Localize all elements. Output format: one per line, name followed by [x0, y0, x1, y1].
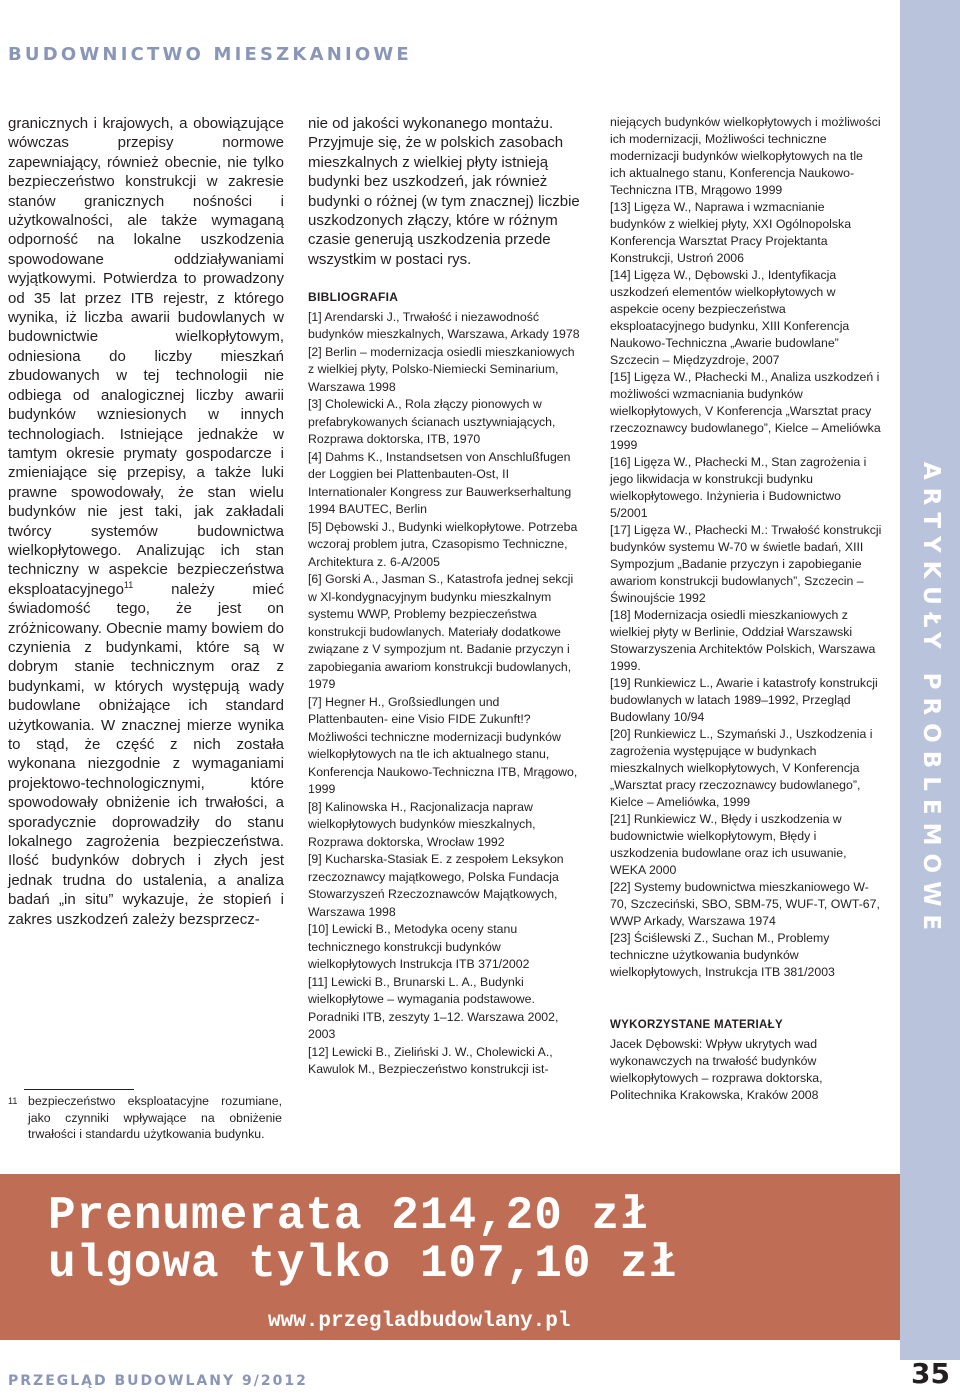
bibliography-item: [16] Ligęza W., Płachecki M., Stan zagrożenia i jego likwidacja w konstrukcji budynku wielkopłytowego. Inżynieria i Budownictwo 5/2001 [610, 455, 867, 520]
bibliography-item: [8] Kalinowska H., Racjonalizacja napraw wielkopłytowych budynków mieszkalnych, Rozprawa doktorska, Wrocław 1992 [308, 799, 536, 849]
bibliography-item: [23] Ściślewski Z., Suchan M., Problemy techniczne użytkowania budynków wielkopłytowych, Instrukcja ITB 381/2003 [610, 931, 835, 979]
article-column-1 [8, 114, 284, 929]
footnote-divider [24, 1089, 134, 1090]
bibliography-item: [3] Cholewicki A., Rola złączy pionowych w prefabrykowanych ścianach usztywniających, Rozprawa doktorska, ITB, 1970 [308, 397, 556, 447]
bibliography-item: [17] Ligęza W., Płachecki M.: Trwałość konstrukcji budynków systemu W-70 w świetle badań, XIII Sympozjum „Badanie przyczyn i zapobieganie awariom konstrukcji budowlanych”, Szczecin – Świnoujście 1992 [610, 523, 882, 605]
bibliography-item: [13] Ligęza W., Naprawa i wzmacnianie budynków z wielkiej płyty, XXI Ogólnopolska Konferencja Warsztat Pracy Projektanta Konstrukcji, Ustroń 2006 [610, 200, 852, 265]
subscription-price-line: Prenumerata 214,20 zł [48, 1190, 649, 1242]
article-column-2 [308, 114, 580, 1079]
footnote-number: 11 [8, 1096, 18, 1106]
footnote-text: bezpieczeństwo eksploatacyjne rozumiane, jako czynniki wpływające na obniżenie trwałości i standardu użytkowania budynku. [28, 1094, 282, 1141]
materials-section [610, 1017, 882, 1104]
side-band-label: ARTYKUŁY PROBLEMOWE [918, 461, 944, 939]
subscription-banner[interactable] [0, 1174, 900, 1340]
article-text-2: nie od jakości wykonanego montażu. Przyjmuje się, że w polskich zasobach mieszkalnych z wielkiej płyty istnieją budynki bez uszkodzeń, jak również budynki o różnej (w tym znacznej) liczbie uszkodzonych złączy, które w różnym czasie generują uszkodzenia przede wszystkim w postaci rys. [308, 115, 580, 268]
bibliography-item: [1] Arendarski J., Trwałość i niezawodność budynków mieszkalnych, Warszawa, Arkady 1978 [308, 309, 580, 342]
bibliography [308, 289, 580, 1079]
bibliography-item: [19] Runkiewicz L., Awarie i katastrofy konstrukcji budowlanych w latach 1989–1992, Przegląd Budowlany 10/94 [610, 676, 878, 724]
subscription-url-link[interactable]: www.przegladbudowlany.pl [268, 1310, 571, 1333]
materials-title: WYKORZYSTANE MATERIAŁY [610, 1019, 783, 1031]
section-header: BUDOWNICTWO MIESZKANIOWE [8, 44, 412, 65]
article-text-1 [8, 114, 284, 929]
page-number: 35 [911, 1357, 950, 1390]
article-column-3 [610, 114, 882, 1104]
bibliography-item: [11] Lewicki B., Brunarski L. A., Budynki wielkopłytowe – wymagania podstawowe. Poradniki ITB, zeszyty 1–12. Warszawa 2002, 2003 [308, 974, 559, 1042]
bibliography-item: [20] Runkiewicz L., Szymański J., Uszkodzenia i zagrożenia występujące w budynkach mieszkalnych wielkopłytowych, V Konferencja „Warsztat pracy rzeczoznawcy budowlanego”, Kielce – Ameliówka, 1999 [610, 727, 873, 809]
bibliography-item: [9] Kucharska-Stasiak E. z zespołem Leksykon rzeczoznawcy majątkowego, Polska Fundacja Stowarzyszeń Rzeczoznawców Majątkowych, Warszawa 1998 [308, 852, 564, 919]
article-text-1b: należy mieć świadomość tego, że jest on zróżnicowany. Obecnie mamy bowiem do czynienia z budynkami, które są w dobrym stanie technicznym oraz z budynkami, w których występują wady budowlane obniżające ich standard użytkowania. W znacznej mierze wynika to stąd, że część z nich została wykonana niezgodnie z wymaganiami projektowo-technologicznymi, które spowodowały obniżenie ich trwałości, a sporadycznie doprowadziły do stanu lokalnego zagrożenia bezpieczeństwa. Ilość budynków dobrych i złych jest jednak trudna do ustalenia, a analiza badań „in situ” wykazuje, że stopień i zakres uszkodzeń zależy bezsprzecz- [8, 580, 284, 928]
article-text-1a: granicznych i krajowych, a obowiązujące wówczas przepisy normowe zapewniający, również obecnie, nie tylko bezpieczeństwo konstrukcji w zakresie stanów granicznych nośności i użytkowalności, ale także wymaganą odporność na lokalne uszkodzenia spowodowane oddziaływaniami wyjątkowymi. Potwierdza to prowadzony od 35 lat przez ITB rejestr, z którego wynika, iż liczba awarii budowlanych w budownictwie wielkopłytowym, odniesiona do liczby mieszkań zbudowanych w tej technologii nie odbiega od analogicznej liczby awarii budynków wzniesionych w innych technologiach. Istniejące jednakże w tamtym okresie prymaty gospodarcze i zmieniające się przepisy, a także luki prawne spowodowały, że stan wielu budynków nie jest taki, jak zakładali twórcy systemów budownictwa wielkopłytowego. Analizując ich stan techniczny w aspekcie bezpieczeństwa eksploatacyjnego [8, 115, 284, 598]
footnote [8, 1093, 282, 1143]
bibliography-title: BIBLIOGRAFIA [308, 290, 399, 305]
journal-footer: PRZEGLĄD BUDOWLANY 9/2012 [8, 1373, 308, 1389]
bibliography-item: [14] Ligęza W., Dębowski J., Identyfikacja uszkodzeń elementów wielkopłytowych w aspekcie oceny bezpieczeństwa eksploatacyjnego budynku, XIII Konferencja Naukowo-Techniczna „Awarie budowlane” Szczecin – Międzyzdroje, 2007 [610, 268, 850, 367]
bibliography-item: [21] Runkiewicz W., Błędy i uszkodzenia w budownictwie wielkopłytowym, Błędy i uszkodzenia budowlane oraz ich usuwanie, WEKA 2000 [610, 812, 847, 877]
bibliography-item: [12] Lewicki B., Zieliński J. W., Cholewicki A., Kawulok M., Bezpieczeństwo konstrukcji ist- [308, 1044, 553, 1077]
bibliography-item: [7] Hegner H., Großsiedlungen und Plattenbauten- eine Visio FIDE Zukunft!? Możliwości techniczne modernizacji budynków wielkopłytowych na tle ich aktualnego stanu, Konferencja Naukowo-Techniczna ITB, Mrągowo, 1999 [308, 694, 578, 797]
bibliography-item: [4] Dahms K., Instandsetsen von Anschlußfugen der Loggien bei Plattenbauten-Ost, II Internationaler Kongress zur Bauwerkserhaltung 1994 BAUTEC, Berlin [308, 449, 572, 517]
bibliography-item: [6] Gorski A., Jasman S., Katastrofa jednej sekcji w Xl-kondygnacyjnym budynku mieszkalnym systemu WWP, Problemy bezpieczeństwa konstrukcji budowlanych. Materiały dodatkowe związane z V sympozjum nt. Badanie przyczyn i zapobiegania awariom konstrukcji budowlanych, 1979 [308, 572, 574, 692]
bibliography-item: [10] Lewicki B., Metodyka oceny stanu technicznego konstrukcji budynków wielkopłytowych Instrukcja ITB 371/2002 [308, 922, 530, 972]
bibliography-item: [22] Systemy budownictwa mieszkaniowego W-70, Szczeciński, SBO, SBM-75, WUF-T, OWT-67, WWP Arkady, Warszawa 1974 [610, 880, 880, 928]
bibliography-item: [2] Berlin – modernizacja osiedli mieszkaniowych z wielkiej płyty, Polsko-Niemiecki Seminarium, Warszawa 1998 [308, 344, 575, 394]
bibliography-item: [18] Modernizacja osiedli mieszkaniowych z wielkiej płyty w Berlinie, Oddział Warszawski Stowarzyszenia Architektów Polskich, Warszawa 1999. [610, 608, 876, 673]
bibliography-item: [5] Dębowski J., Budynki wielkopłytowe. Potrzeba wczoraj problem jutra, Czasopismo Techniczne, Architektura z. 6-A/2005 [308, 519, 578, 569]
bibliography-item: niejących budynków wielkopłytowych i możliwości ich modernizacji, Możliwości techniczne modernizacji budynków wielkopłytowych na tle ich aktualnego stanu, Konferencja Naukowo-Techniczna ITB, Mrągowo 1999 [610, 115, 881, 197]
footnote-ref: 11 [123, 579, 134, 590]
materials-text: Jacek Dębowski: Wpływ ukrytych wad wykonawczych na trwałość budynków wielkopłytowych – rozprawa doktorska, Politechnika Krakowska, Kraków 2008 [610, 1037, 823, 1102]
subscription-reduced-price-line: ulgowa tylko 107,10 zł [48, 1238, 678, 1290]
bibliography-item: [15] Ligęza W., Płachecki M., Analiza uszkodzeń i możliwości wzmacniania budynków wielkopłytowych, V Konferencja „Warsztat pracy rzeczoznawcy budowlanego”, Kielce – Ameliówka 1999 [610, 370, 881, 452]
